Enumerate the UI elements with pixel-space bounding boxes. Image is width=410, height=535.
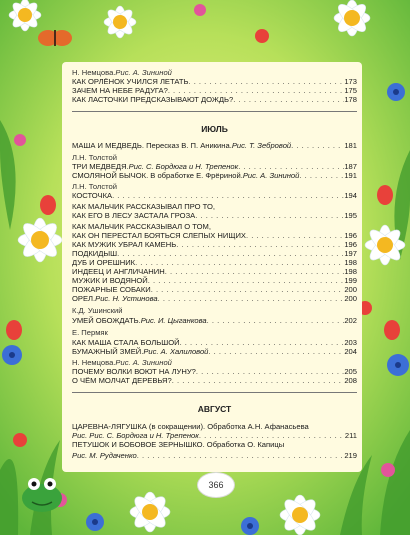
toc-author: Е. Пермяк [72, 328, 108, 337]
toc-entry[interactable]: МУЖИК И ВОДЯНОЙ . . . 199 [72, 276, 357, 285]
section-heading-august: АВГУСТ [197, 404, 232, 414]
toc-entry[interactable]: КАК ЕГО В ЛЕСУ ЗАСТАЛА ГРОЗА . . . 195 [72, 211, 357, 220]
toc-entry[interactable]: КАК ОН ПЕРЕСТАЛ БОЯТЬСЯ СЛЕПЫХ НИЩИХ . . . 196 [72, 231, 357, 240]
toc-author: Н. Немцова. Рис. А. Зининой [72, 68, 172, 77]
toc-entry[interactable]: ПОЖАРНЫЕ СОБАКИ . . . 200 [72, 285, 357, 294]
toc-entry[interactable]: КАК МАША СТАЛА БОЛЬШОЙ . . . 203 [72, 338, 357, 347]
toc-entry[interactable]: ОРЕЛ. Рис. Н. Устинова . . . 200 [72, 294, 357, 303]
section-divider [72, 111, 357, 112]
toc-author: К.Д. Ушинский [72, 306, 123, 315]
butterfly-illustration [38, 30, 72, 46]
toc-entry[interactable]: ИНДЕЕЦ И АНГЛИЧАНИН . . . 198 [72, 267, 357, 276]
toc-entry[interactable]: МАША И МЕДВЕДЬ. Пересказ В. П. Аникина. Рис. Т. Зебровой . . . 181 [72, 141, 357, 150]
toc-entry-part[interactable]: КАК МАЛЬЧИК РАССКАЗЫВАЛ О ТОМ, [72, 222, 211, 231]
daisy-top-left [9, 0, 41, 31]
toc-author: Л.Н. Толстой [72, 182, 117, 191]
toc-entry[interactable]: КАК ЛАСТОЧКИ ПРЕДСКАЗЫВАЮТ ДОЖДЬ? . . . 178 [72, 95, 357, 104]
toc-author: Н. Немцова. Рис. А. Зининой [72, 358, 172, 367]
toc-author: Л.Н. Толстой [72, 153, 117, 162]
toc-entry[interactable]: ПОЧЕМУ ВОЛКИ ВОЮТ НА ЛУНУ? . . . 205 [72, 367, 357, 376]
toc-entry[interactable]: Рис. Рис. С. Бордюга и Н. Трепенок . . . 211 [72, 431, 357, 440]
toc-entry-part[interactable]: КАК МАЛЬЧИК РАССКАЗЫВАЛ ПРО ТО, [72, 202, 215, 211]
toc-entry[interactable]: ТРИ МЕДВЕДЯ. Рис. С. Бордюга и Н. Трепенок . . . 187 [72, 162, 357, 171]
toc-entry[interactable]: СМОЛЯНОЙ БЫЧОК. В обработке Е. Фрёриной. Рис. А. Зининой . . . 191 [72, 171, 357, 180]
toc-entry[interactable]: ЗАЧЕМ НА НЕБЕ РАДУГА? . . . 175 [72, 86, 357, 95]
toc-entry[interactable]: ДУБ И ОРЕШНИК . . . 198 [72, 258, 357, 267]
toc-entry[interactable]: КАК МУЖИК УБРАЛ КАМЕНЬ . . . 196 [72, 240, 357, 249]
toc-entry[interactable]: КОСТОЧКА . . . 194 [72, 191, 357, 200]
toc-entry[interactable]: Рис. М. Рудаченко . . . 219 [72, 451, 357, 460]
toc-entry[interactable]: КАК ОРЛЁНОК УЧИЛСЯ ЛЕТАТЬ . . . 173 [72, 77, 357, 86]
section-divider [72, 392, 357, 393]
toc-entry[interactable]: УМЕЙ ОБОЖДАТЬ. Рис. И. Цыганкова . . . 202 [72, 316, 357, 325]
section-heading-july: ИЮЛЬ [201, 124, 228, 134]
toc-entry-part[interactable]: ПЕТУШОК И БОБОВОЕ ЗЕРНЫШКО. Обработка О. Капицы [72, 440, 285, 449]
toc-entry[interactable]: ПОДКИДЫШ . . . 197 [72, 249, 357, 258]
toc-entry-part[interactable]: ЦАРЕВНА-ЛЯГУШКА (в сокращении). Обработка А.Н. Афанасьева [72, 422, 309, 431]
toc-entry[interactable]: БУМАЖНЫЙ ЗМЕЙ. Рис. А. Халиловой . . . 204 [72, 347, 357, 356]
toc-entry[interactable]: О ЧЁМ МОЛЧАТ ДЕРЕВЬЯ? . . . 208 [72, 376, 357, 385]
page-number-badge: 366 [197, 472, 235, 498]
